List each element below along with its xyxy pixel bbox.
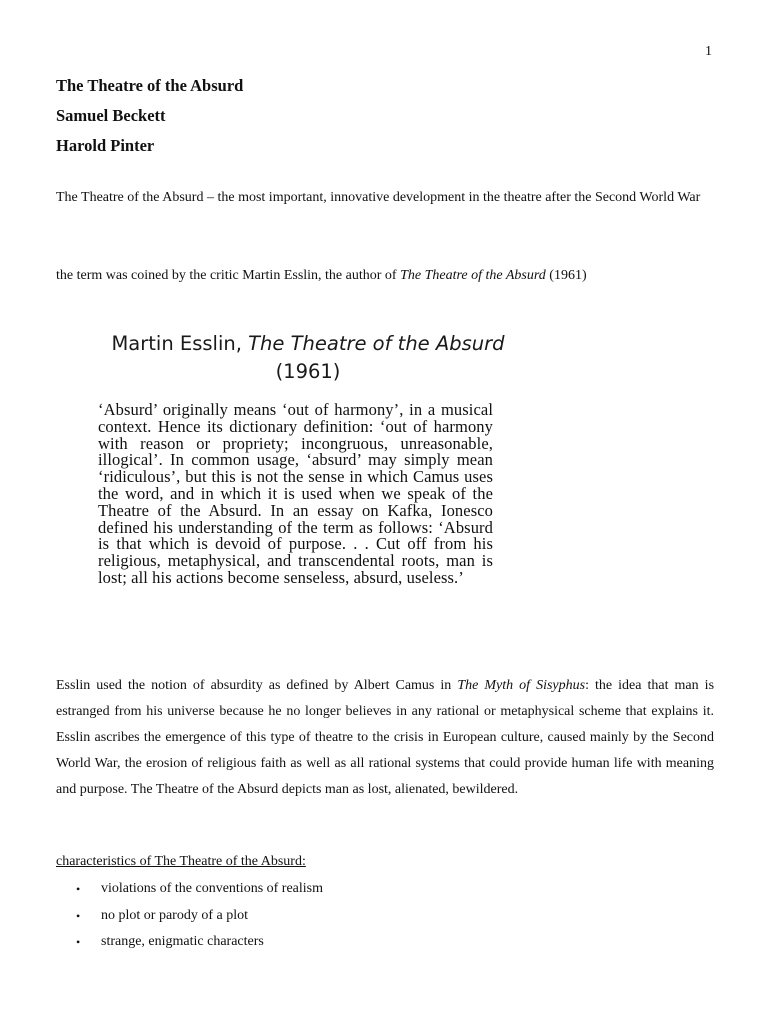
quote-title [98, 330, 518, 358]
bullet-icon: • [76, 935, 81, 949]
term-origin-title: The Theatre of the Absurd [400, 268, 546, 283]
body-work-title: The Myth of Sisyphus [457, 678, 586, 693]
page-number: 1 [705, 44, 712, 59]
definition-paragraph: The Theatre of the Absurd – the most important, innovative development in the theatre after the Second World War [56, 190, 701, 205]
characteristics-list [56, 878, 323, 958]
quote-text: ‘Absurd’ originally means ‘out of harmony’, in a musical context. Hence its dictionary definition: ‘out of harmony with reason or propriety; incongruous, unreasonable, illogical’. In common usage, ‘absurd’ may simply mean ‘ridiculous’, but this is not the sense in which Camus uses the word, and in which it is used when we speak of the Theatre of the Absurd. In an essay on Kafka, Ionesco defined his understanding of the term as follows: ‘Absurd is that which is devoid of purpose. . . Cut off from his religious, metaphysical, and transcendental roots, man is lost; all his actions become senseless, absurd, useless.’ [98, 400, 493, 587]
author-heading-beckett: Samuel Beckett [56, 106, 166, 125]
quote-title-year: (1961) [275, 360, 341, 383]
body-prefix: Esslin used the notion of absurdity as defined by Albert Camus in [56, 678, 458, 693]
quote-title-work: The Theatre of the Absurd [248, 332, 505, 355]
bullet-icon: • [76, 908, 81, 923]
esslin-camus-paragraph [56, 673, 714, 803]
list-item [56, 931, 323, 958]
list-item-text: violations of the conventions of realism [101, 881, 324, 896]
list-item [56, 905, 323, 932]
list-item-text: no plot or parody of a plot [101, 907, 248, 923]
term-origin-paragraph [56, 263, 714, 289]
body-suffix: : the idea that man is estranged from his universe because he no longer believes in any rational or metaphysical scheme that explains it. Esslin ascribes the emergence of this type of theatre to the crisis in European culture, caused mainly by the Second World War, the erosion of religious faith as well as all rational systems that could provide human life with meaning and purpose. The Theatre of the Absurd depicts man as lost, alienated, bewildered. [56, 678, 715, 797]
quote-title-author: Martin Esslin, [111, 332, 249, 355]
list-item-text: strange, enigmatic characters [101, 934, 264, 949]
characteristics-heading: characteristics of The Theatre of the Absurd: [56, 854, 306, 869]
author-heading-pinter: Harold Pinter [56, 136, 155, 155]
title-heading: The Theatre of the Absurd [56, 76, 244, 95]
term-origin-suffix: (1961) [545, 268, 587, 283]
list-item [56, 878, 323, 905]
bullet-icon: • [76, 882, 81, 896]
term-origin-prefix: the term was coined by the critic Martin Esslin, the author of [56, 268, 401, 283]
